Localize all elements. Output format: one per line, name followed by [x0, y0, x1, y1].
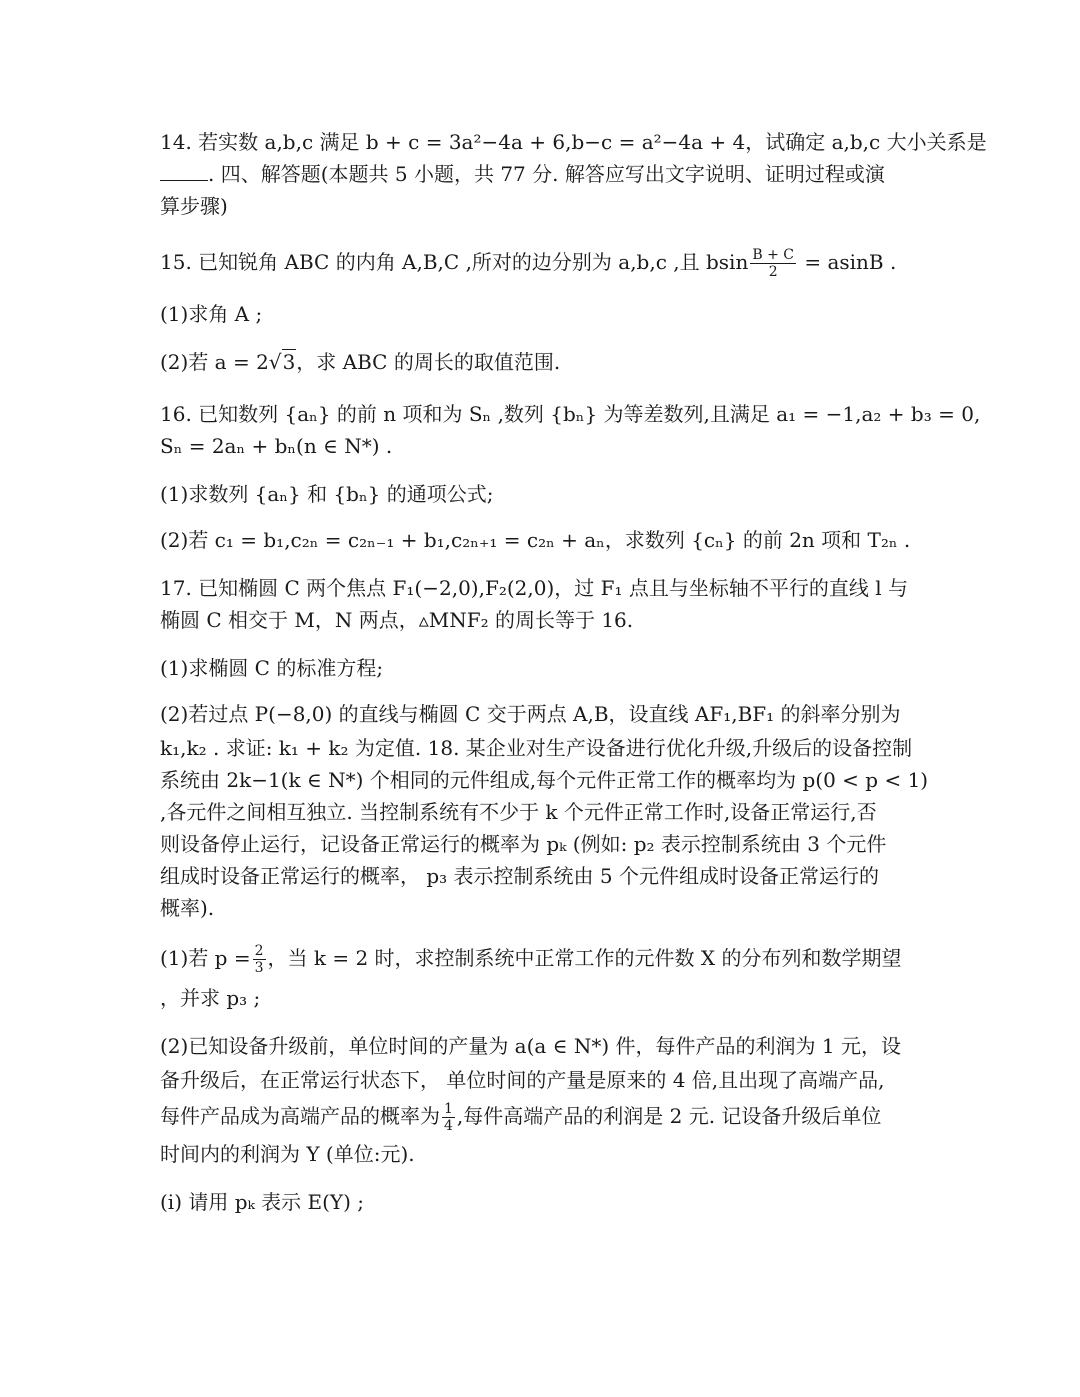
q15-radicand: 3 — [282, 350, 296, 374]
q16-part2: (2)若 c₁ = b₁,c₂ₙ = c₂ₙ₋₁ + b₁,c₂ₙ₊₁ = c₂ₙ + aₙ，求数列 {cₙ} 的前 2n 项和 T₂ₙ . — [160, 528, 911, 552]
q15-part2-a: (2)若 a = 2√ — [160, 350, 282, 374]
answer-blank — [160, 160, 208, 181]
q15-stem-b: = asinB . — [797, 250, 897, 274]
q15-part2 — [160, 346, 920, 378]
q18-part2-line3 — [160, 1100, 920, 1134]
q18-part2-line2: 备升级后，在正常运行状态下， 单位时间的产量是原来的 4 倍,且出现了高端产品, — [160, 1068, 885, 1092]
q18-part1-b: ，当 k = 2 时，求控制系统中正常工作的元件数 X 的分布列和数学期望 — [267, 946, 902, 970]
q18-part1-a: (1)若 p = — [160, 946, 251, 970]
q17-part2-line1: (2)若过点 P(−8,0) 的直线与椭圆 C 交于两点 A,B，设直线 AF₁,BF₁ 的斜率分别为 — [160, 702, 901, 726]
q18-line1: 系统由 2k−1(k ∈ N*) 个相同的元件组成,每个元件正常工作的概率均为 p(0 < p < 1) — [160, 768, 929, 792]
q16-line2: Sₙ = 2aₙ + bₙ(n ∈ N*) . — [160, 434, 393, 458]
q18-part2-den: 4 — [444, 1118, 453, 1134]
q18-line4: 组成时设备正常运行的概率， p₃ 表示控制系统由 5 个元件组成时设备正常运行的 — [160, 864, 879, 888]
q18-part2-line3-b: ,每件高端产品的利润是 2 元. 记设备升级后单位 — [456, 1104, 882, 1128]
q18-line3: 则设备停止运行，记设备正常运行的概率为 pₖ (例如: p₂ 表示控制系统由 3 个元件 — [160, 832, 887, 856]
q16-part1: (1)求数列 {aₙ} 和 {bₙ} 的通项公式; — [160, 482, 494, 506]
q15-part1: (1)求角 A ; — [160, 302, 263, 326]
q18-part1-den: 3 — [254, 960, 264, 976]
q18-part2-line1: (2)已知设备升级前，单位时间的产量为 a(a ∈ N*) 件，每件产品的利润为 1 元，设 — [160, 1034, 901, 1058]
q15-stem — [160, 246, 920, 280]
q18-part1-line2: ，并求 p₃ ; — [160, 986, 261, 1010]
q15-frac-den: 2 — [768, 264, 778, 280]
q18-part1 — [160, 942, 920, 976]
q18-part2-fraction — [442, 1101, 455, 1134]
q14-line2 — [160, 158, 920, 190]
q17-part1: (1)求椭圆 C 的标准方程; — [160, 656, 384, 680]
q15-part2-b: ，求 ABC 的周长的取值范围. — [296, 350, 561, 374]
q18-line2: ,各元件之间相互独立. 当控制系统有不少于 k 个元件正常工作时,设备正常运行,否 — [160, 800, 877, 824]
q15-stem-a: 15. 已知锐角 ABC 的内角 A,B,C ,所对的边分别为 a,b,c ,且 bsin — [160, 250, 749, 274]
q18-part1-num: 2 — [254, 943, 264, 959]
q18-sub-i: (i) 请用 pₖ 表示 E(Y) ; — [160, 1190, 365, 1214]
q15-fraction — [750, 247, 796, 280]
q17-part2-line2: k₁,k₂ . 求证: k₁ + k₂ 为定值. 18. 某企业对生产设备进行优化升级,升级后的设备控制 — [160, 736, 913, 760]
q18-part2-num: 1 — [444, 1101, 453, 1117]
q17-line2: 椭圆 C 相交于 M，N 两点，▵MNF₂ 的周长等于 16. — [160, 608, 634, 632]
q14-line3: 算步骤) — [160, 194, 228, 218]
q14-line1: 14. 若实数 a,b,c 满足 b + c = 3a²−4a + 6,b−c = a²−4a + 4，试确定 a,b,c 大小关系是 — [160, 130, 987, 154]
q14-line2-text: . 四、解答题(本题共 5 小题，共 77 分. 解答应写出文字说明、证明过程或演 — [208, 162, 885, 186]
q18-part2-line3-a: 每件产品成为高端产品的概率为 — [160, 1104, 440, 1128]
q17-line1: 17. 已知椭圆 C 两个焦点 F₁(−2,0),F₂(2,0)，过 F₁ 点且与坐标轴不平行的直线 l 与 — [160, 576, 908, 600]
q16-line1: 16. 已知数列 {aₙ} 的前 n 项和为 Sₙ ,数列 {bₙ} 为等差数列,且满足 a₁ = −1,a₂ + b₃ = 0, — [160, 402, 981, 426]
q18-line5: 概率). — [160, 896, 215, 920]
q15-frac-num: B + C — [752, 247, 794, 263]
q18-part2-line4: 时间内的利润为 Y (单位:元). — [160, 1142, 415, 1166]
q18-part1-fraction — [253, 943, 266, 976]
